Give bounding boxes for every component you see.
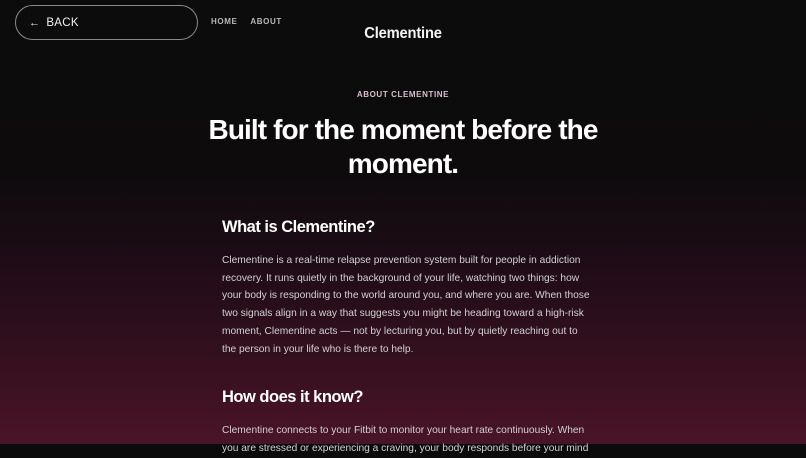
arrow-left-icon: ← bbox=[29, 16, 41, 29]
back-button-label: BACK bbox=[46, 16, 79, 29]
section-heading-what: What is Clementine? bbox=[222, 218, 375, 236]
section-body-how: Clementine connects to your Fitbit to monitor your heart rate continuously. When you are stressed or experiencing a craving, your body responds before your mind bbox=[222, 425, 589, 454]
section-eyebrow: ABOUT CLEMENTINE bbox=[356, 90, 450, 99]
section-body-what: Clementine is a real-time relapse prevention system built for people in addiction recovery. It runs quietly in the background of your life, watching two things: how your body is responding to the world around you, and where you are. When those two signals align in a way that suggests you might be heading toward a high-risk moment, Clementine acts — not by lecturing you, but by quietly reaching out to the person in your life who is there to help. bbox=[222, 255, 590, 355]
nav-home-link[interactable]: HOME bbox=[211, 17, 238, 26]
brand-title[interactable]: Clementine bbox=[364, 25, 442, 42]
article-content bbox=[222, 217, 592, 458]
nav-about-link[interactable]: ABOUT bbox=[250, 17, 282, 26]
section-heading-how: How does it know? bbox=[222, 388, 363, 407]
page-title: Built for the moment before the moment. bbox=[208, 114, 598, 179]
